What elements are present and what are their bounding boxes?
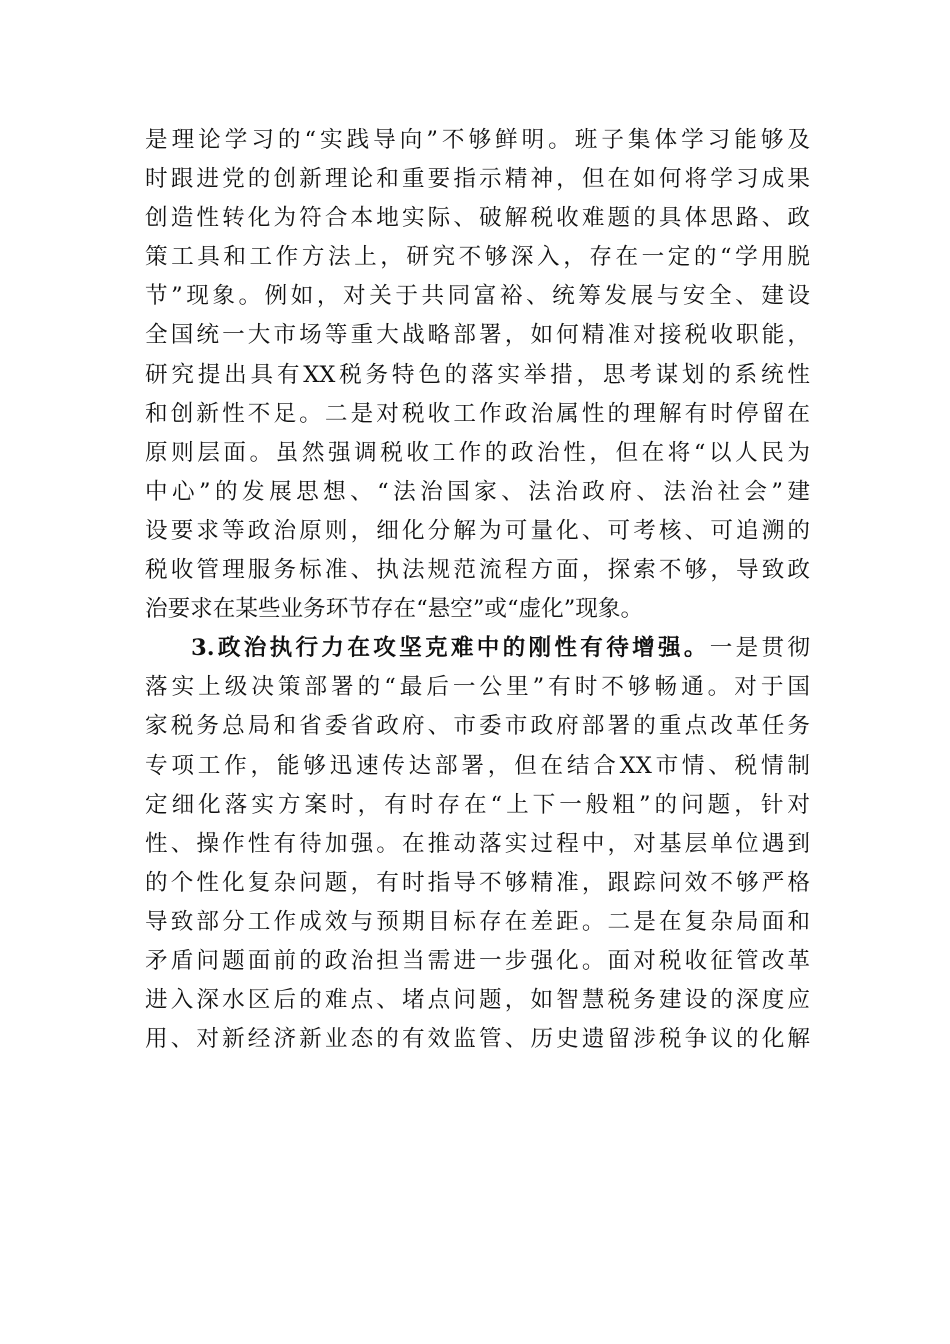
text-line: 策工具和工作方法上，研究不够深入，存在一定的“学用脱 (145, 244, 810, 271)
text-line: 落实上级决策部署的“最后一公里”有时不够畅通。对于国 (145, 674, 810, 701)
text-line: 家税务总局和省委省政府、市委市政府部署的重点改革任务 (145, 713, 810, 740)
text-line: 时跟进党的创新理论和重要指示精神，但在如何将学习成果 (145, 166, 810, 193)
text-line: 设要求等政治原则，细化分解为可量化、可考核、可追溯的 (145, 517, 810, 544)
body-text (145, 121, 810, 1059)
text-line: 专项工作，能够迅速传达部署，但在结合XX市情、税情制 (145, 752, 810, 779)
text-line: 全国统一大市场等重大战略部署，如何精准对接税收职能， (145, 322, 810, 349)
text-line: 矛盾问题面前的政治担当需进一步强化。面对税收征管改革 (145, 947, 810, 974)
text-line: 原则层面。虽然强调税收工作的政治性，但在将“以人民为 (145, 439, 810, 466)
text-line: 中心”的发展思想、“法治国家、法治政府、法治社会”建 (145, 478, 810, 505)
paragraph-1 (145, 121, 810, 629)
text-line: 性、操作性有待加强。在推动落实过程中，对基层单位遇到 (145, 830, 810, 857)
paragraph-2 (145, 629, 810, 1059)
text-line: 定细化落实方案时，有时存在“上下一般粗”的问题，针对 (145, 791, 810, 818)
section-heading-line (145, 629, 810, 668)
text-line: 导致部分工作成效与预期目标存在差距。二是在复杂局面和 (145, 908, 810, 935)
text-line: 治要求在某些业务环节存在“悬空”或“虚化”现象。 (145, 596, 644, 623)
text-line: 和创新性不足。二是对税收工作政治属性的理解有时停留在 (145, 400, 810, 427)
text-line: 研究提出具有XX税务特色的落实举措，思考谋划的系统性 (145, 361, 810, 388)
text-line: 创造性转化为符合本地实际、破解税收难题的具体思路、政 (145, 205, 810, 232)
heading-line-rest: 一是贯彻 (709, 635, 811, 662)
text-line: 进入深水区后的难点、堵点问题，如智慧税务建设的深度应 (145, 987, 810, 1014)
text-line: 是理论学习的“实践导向”不够鲜明。班子集体学习能够及 (145, 127, 810, 153)
section-heading: 3.政治执行力在攻坚克难中的刚性有待增强。 (191, 635, 710, 662)
text-line: 的个性化复杂问题，有时指导不够精准，跟踪问效不够严格 (145, 869, 810, 896)
text-line: 节”现象。例如，对关于共同富裕、统筹发展与安全、建设 (145, 283, 810, 310)
text-line: 税收管理服务标准、执法规范流程方面，探索不够，导致政 (145, 557, 810, 584)
text-line: 用、对新经济新业态的有效监管、历史遗留涉税争议的化解 (145, 1026, 810, 1053)
